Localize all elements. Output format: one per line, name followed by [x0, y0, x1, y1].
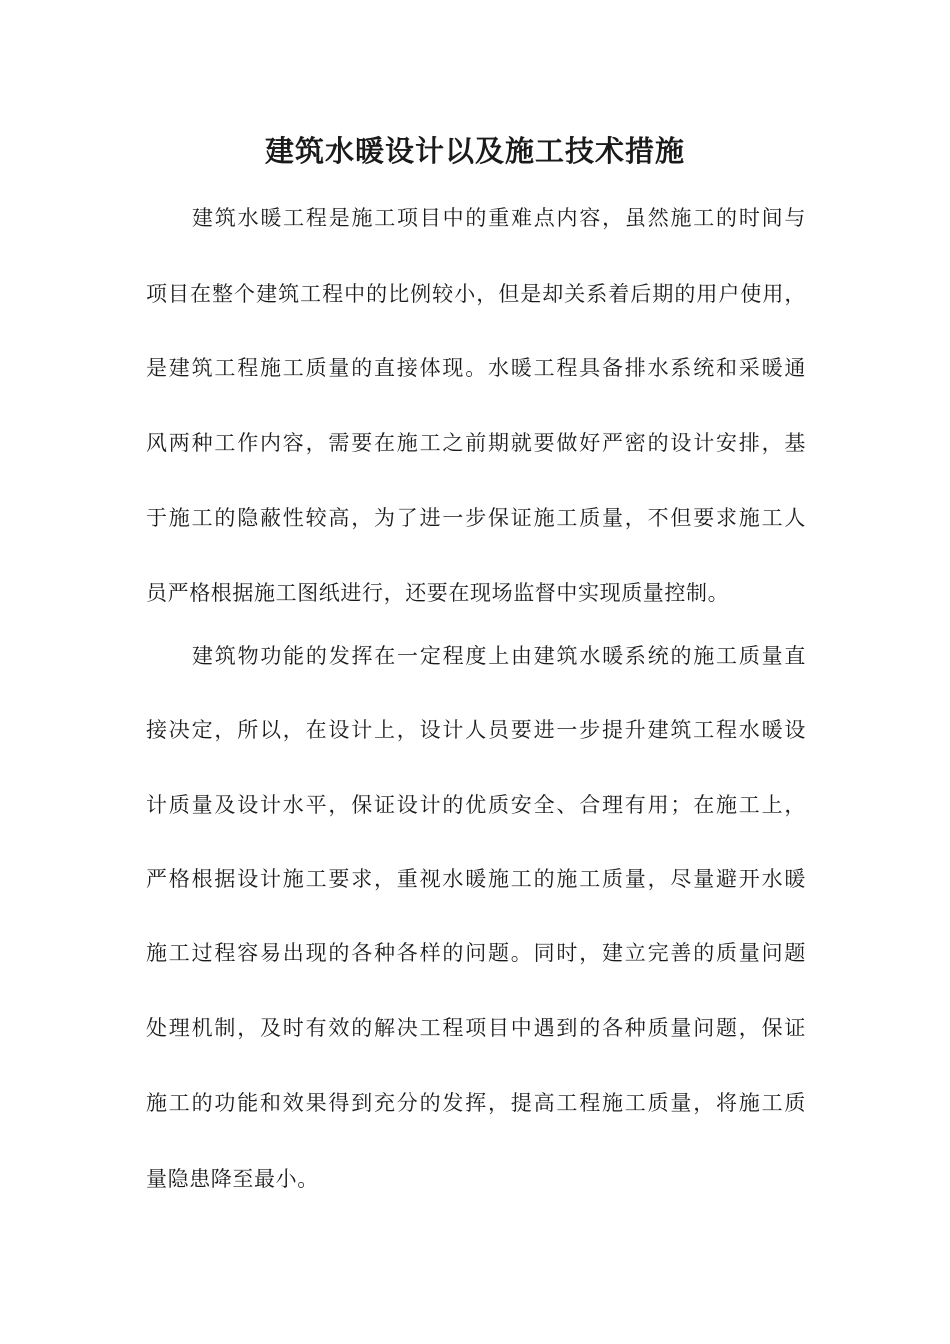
paragraph-1-line-4: 风两种工作内容，需要在施工之前期就要做好严密的设计安排，基	[146, 431, 806, 455]
paragraph-2-line-1: 建筑物功能的发挥在一定程度上由建筑水暖系统的施工质量直	[192, 644, 806, 668]
paragraph-2-line-4: 严格根据设计施工要求，重视水暖施工的施工质量，尽量避开水暖	[146, 867, 806, 891]
paragraph-1-line-5: 于施工的隐蔽性较高，为了进一步保证施工质量，不但要求施工人	[146, 506, 806, 530]
paragraph-1-line-1: 建筑水暖工程是施工项目中的重难点内容，虽然施工的时间与	[192, 206, 806, 230]
paragraph-1-line-2: 项目在整个建筑工程中的比例较小，但是却关系着后期的用户使用，	[146, 282, 806, 306]
paragraph-2-line-2: 接决定，所以，在设计上，设计人员要进一步提升建筑工程水暖设	[146, 718, 806, 742]
paragraph-2-line-7: 施工的功能和效果得到充分的发挥，提高工程施工质量，将施工质	[146, 1091, 806, 1115]
paragraph-2-line-6: 处理机制，及时有效的解决工程项目中遇到的各种质量问题，保证	[146, 1016, 806, 1040]
paragraph-1-line-6: 员严格根据施工图纸进行，还要在现场监督中实现质量控制。	[146, 581, 730, 605]
paragraph-2-line-8: 量隐患降至最小。	[146, 1167, 319, 1191]
document-title: 建筑水暖设计以及施工技术措施	[264, 134, 685, 168]
paragraph-2-line-3: 计质量及设计水平，保证设计的优质安全、合理有用；在施工上，	[146, 793, 806, 817]
paragraph-1-line-3: 是建筑工程施工质量的直接体现。水暖工程具备排水系统和采暖通	[146, 356, 806, 380]
paragraph-2-line-5: 施工过程容易出现的各种各样的问题。同时，建立完善的质量问题	[146, 941, 806, 965]
